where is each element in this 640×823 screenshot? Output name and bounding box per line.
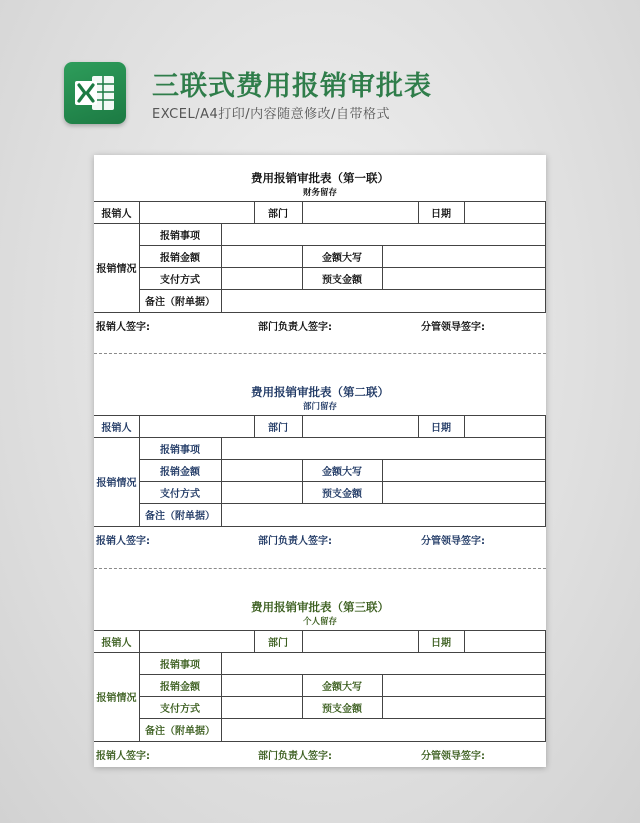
label-date: 日期: [431, 422, 451, 434]
form-subtitle: 个人留存: [302, 617, 337, 627]
advance-field[interactable]: [382, 267, 546, 289]
form-title: 费用报销审批表（第一联）: [251, 171, 389, 185]
amount-field[interactable]: [221, 245, 302, 267]
label-claimant: 报销人: [101, 208, 132, 220]
claimant-field[interactable]: [139, 630, 254, 652]
date-field[interactable]: [464, 415, 546, 437]
label-amount-upper: 金额大写: [322, 466, 362, 478]
signature-dept-head: 部门负责人签字:: [258, 322, 332, 333]
remark-field[interactable]: [221, 718, 546, 741]
label-remark: 备注（附单据）: [145, 297, 215, 308]
amount-field[interactable]: [221, 674, 302, 696]
item-field[interactable]: [221, 223, 546, 245]
cut-line: [94, 568, 546, 569]
label-date: 日期: [431, 208, 451, 220]
advance-field[interactable]: [382, 481, 546, 503]
label-amount: 报销金额: [160, 681, 200, 693]
advance-field[interactable]: [382, 696, 546, 718]
page-title: 三联式费用报销审批表: [152, 71, 432, 102]
department-field[interactable]: [302, 415, 418, 437]
amount-field[interactable]: [221, 459, 302, 481]
form-title: 费用报销审批表（第三联）: [251, 600, 389, 614]
cut-line: [94, 353, 546, 354]
item-field[interactable]: [221, 652, 546, 674]
label-payment: 支付方式: [160, 274, 200, 286]
amount-upper-field[interactable]: [382, 245, 546, 267]
label-item: 报销事项: [160, 230, 200, 242]
label-situation: 报销情况: [96, 693, 137, 704]
label-remark: 备注（附单据）: [145, 511, 215, 522]
label-payment: 支付方式: [160, 488, 200, 500]
department-field[interactable]: [302, 201, 418, 223]
claimant-field[interactable]: [139, 201, 254, 223]
payment-field[interactable]: [221, 696, 302, 718]
label-department: 部门: [268, 208, 288, 220]
label-advance: 预支金额: [322, 703, 362, 715]
item-field[interactable]: [221, 437, 546, 459]
signature-leader: 分管领导签字:: [421, 751, 485, 762]
claimant-field[interactable]: [139, 415, 254, 437]
payment-field[interactable]: [221, 267, 302, 289]
label-department: 部门: [268, 422, 288, 434]
label-item: 报销事项: [160, 444, 200, 456]
form-subtitle: 财务留存: [302, 188, 337, 198]
amount-upper-field[interactable]: [382, 459, 546, 481]
label-amount: 报销金额: [160, 466, 200, 478]
amount-upper-field[interactable]: [382, 674, 546, 696]
label-amount-upper: 金额大写: [322, 681, 362, 693]
label-advance: 预支金额: [322, 488, 362, 500]
label-item: 报销事项: [160, 659, 200, 671]
signature-leader: 分管领导签字:: [421, 536, 485, 547]
signature-claimant: 报销人签字:: [96, 322, 150, 333]
signature-claimant: 报销人签字:: [96, 536, 150, 547]
label-advance: 预支金额: [322, 274, 362, 286]
label-payment: 支付方式: [160, 703, 200, 715]
signature-dept-head: 部门负责人签字:: [258, 751, 332, 762]
label-situation: 报销情况: [96, 478, 137, 489]
label-claimant: 报销人: [101, 637, 132, 649]
label-date: 日期: [431, 637, 451, 649]
excel-logo-icon: [64, 62, 126, 124]
label-situation: 报销情况: [96, 264, 137, 275]
signature-leader: 分管领导签字:: [421, 322, 485, 333]
form-subtitle: 部门留存: [302, 402, 337, 412]
page-subtitle: EXCEL/A4打印/内容随意修改/自带格式: [152, 107, 391, 122]
label-amount-upper: 金额大写: [322, 252, 362, 264]
signature-dept-head: 部门负责人签字:: [258, 536, 332, 547]
signature-claimant: 报销人签字:: [96, 751, 150, 762]
date-field[interactable]: [464, 630, 546, 652]
form-title: 费用报销审批表（第二联）: [251, 385, 389, 399]
document-page: [94, 155, 546, 767]
date-field[interactable]: [464, 201, 546, 223]
label-claimant: 报销人: [101, 422, 132, 434]
label-department: 部门: [268, 637, 288, 649]
payment-field[interactable]: [221, 481, 302, 503]
label-amount: 报销金额: [160, 252, 200, 264]
remark-field[interactable]: [221, 289, 546, 312]
label-remark: 备注（附单据）: [145, 726, 215, 737]
department-field[interactable]: [302, 630, 418, 652]
remark-field[interactable]: [221, 503, 546, 526]
